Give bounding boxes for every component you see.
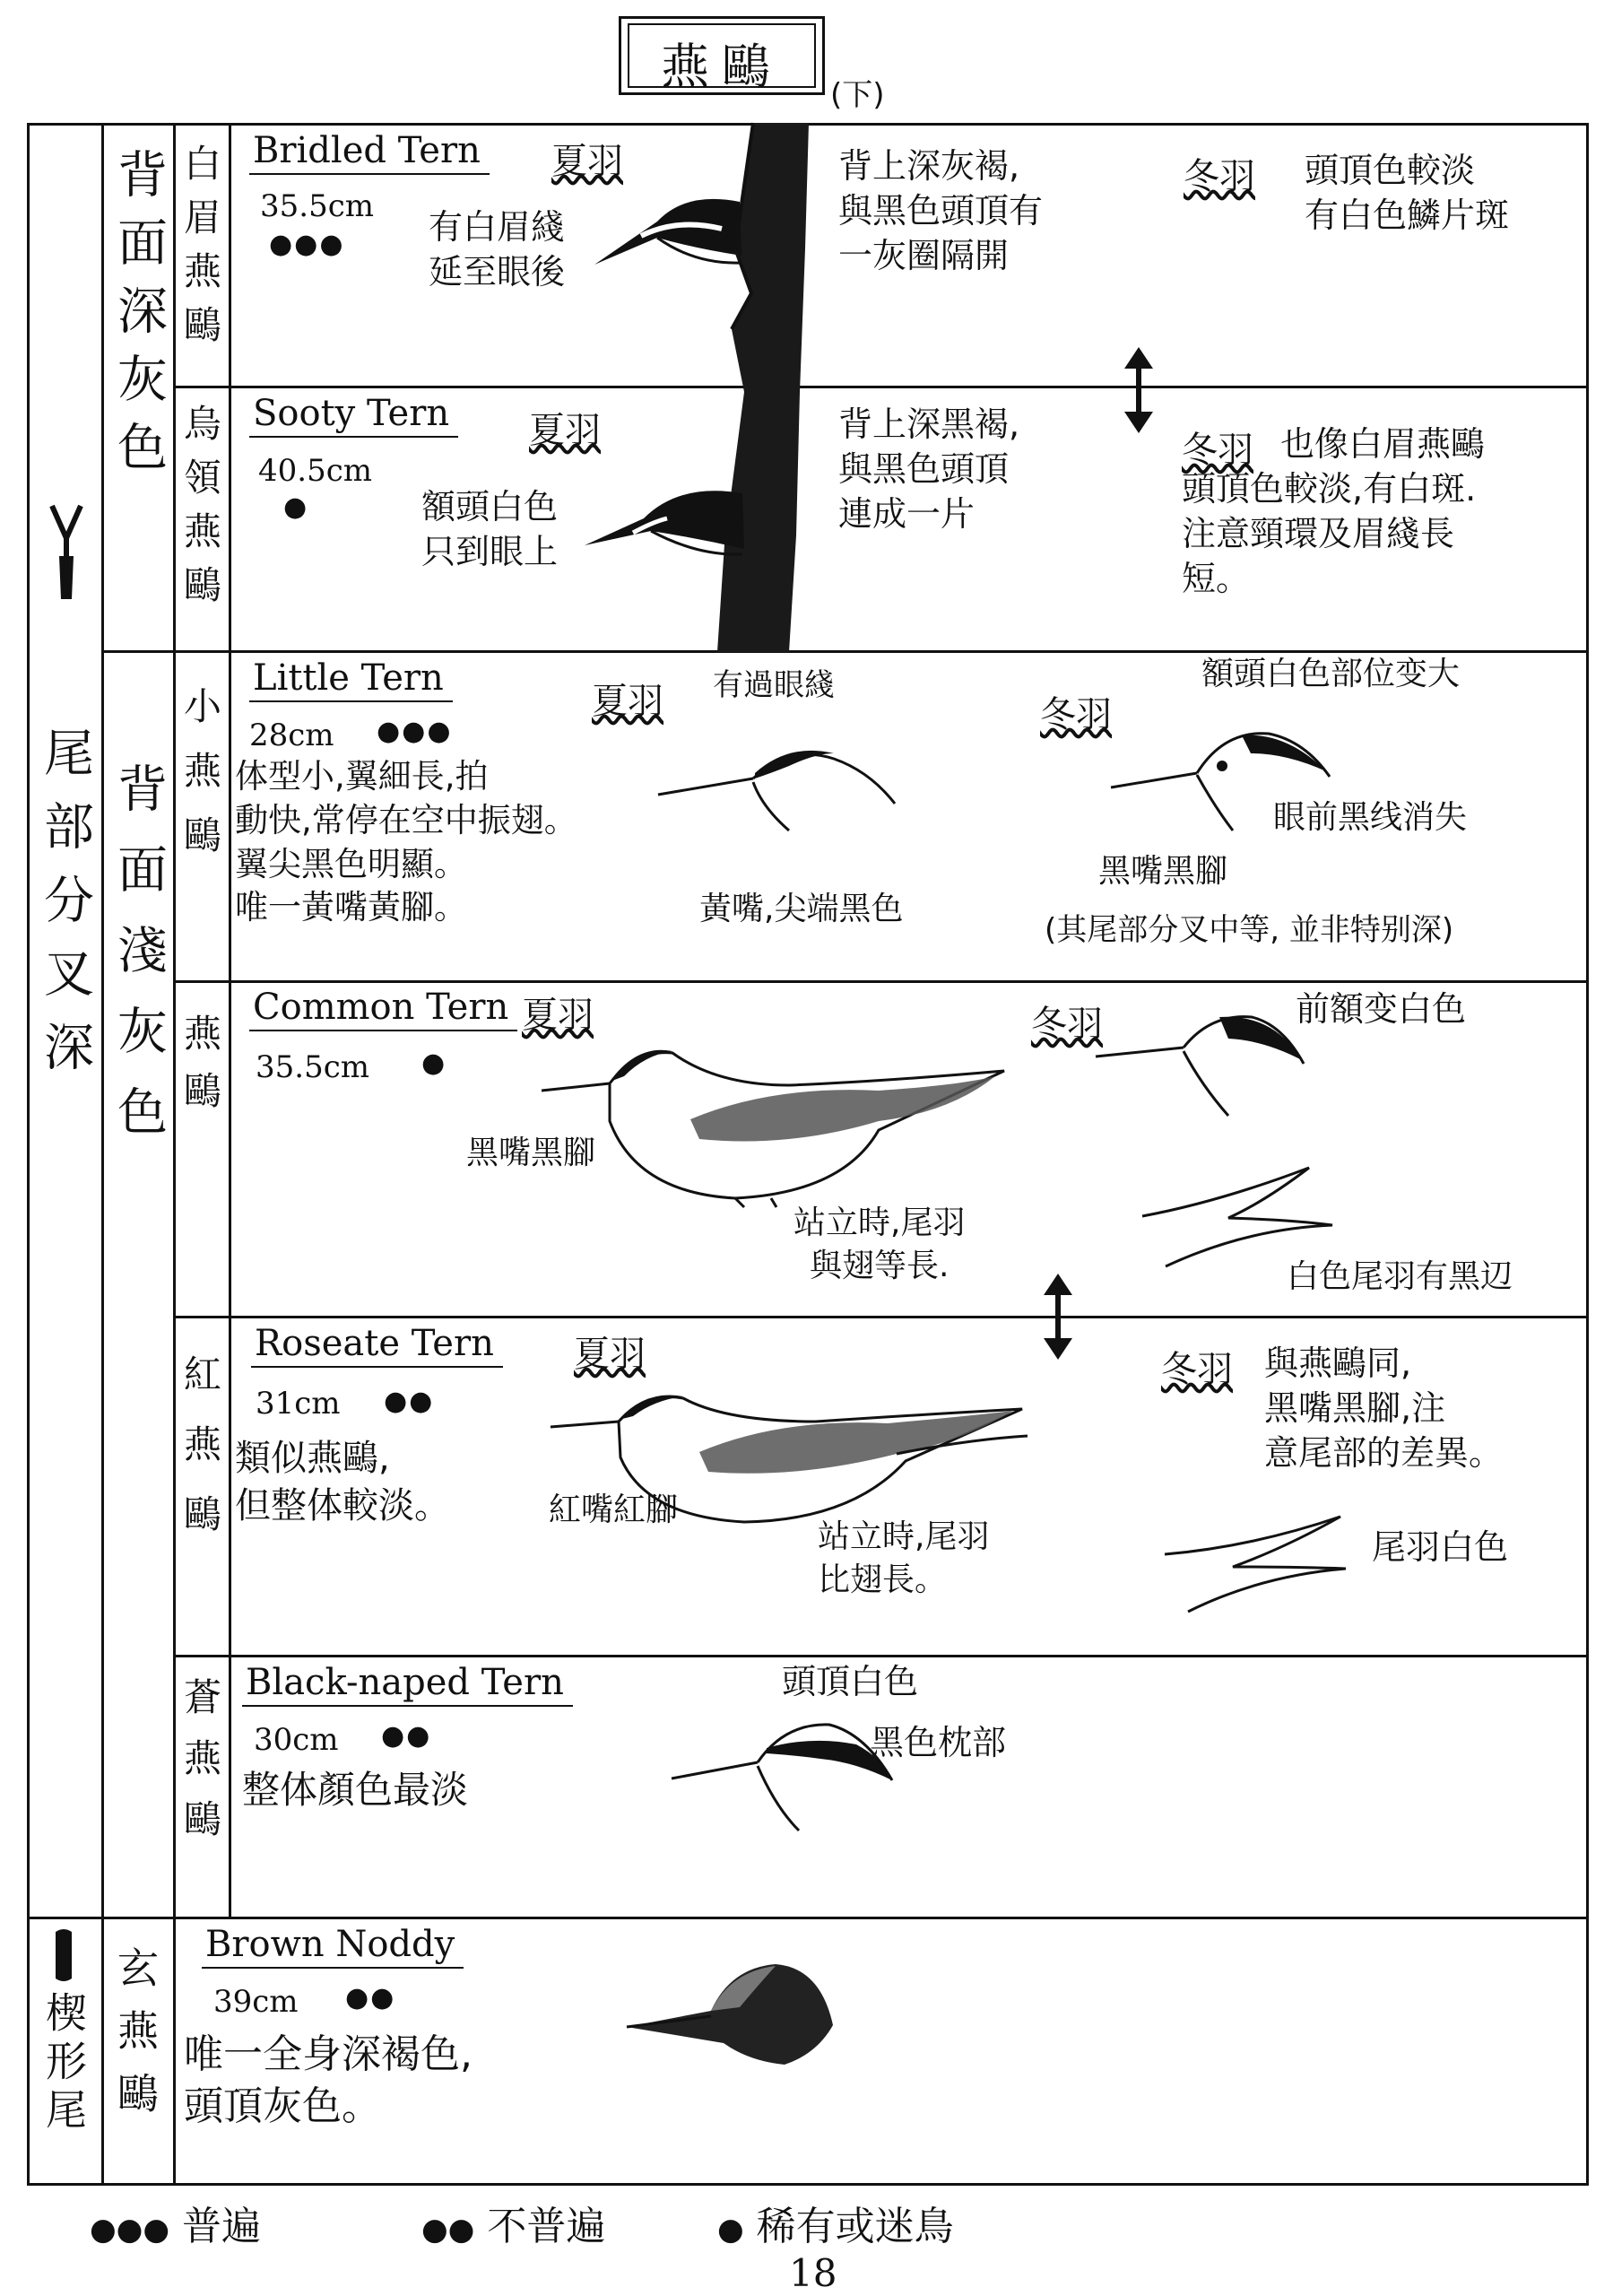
bird-head-common-winter (1094, 1004, 1309, 1121)
page-number: 18 (789, 2251, 837, 2295)
legend-label-rare: 稀有或迷鳥 (756, 2204, 954, 2249)
tail-roseate (1161, 1511, 1349, 1619)
annotation-black-naped-crown: 頭頂白色 (782, 1662, 919, 1701)
species-cn-bridled: 白眉燕鷗 (178, 144, 222, 359)
species-cn-brown-noddy: 玄燕鷗 (111, 1946, 160, 2135)
col-line-2 (173, 123, 176, 2186)
species-cn-black-naped: 蒼燕鷗 (178, 1677, 222, 1860)
row-line-1 (173, 386, 1589, 388)
species-en-black-naped: Black-naped Tern (242, 1662, 573, 1707)
winter-label-little: 冬羽 (1040, 694, 1112, 735)
bird-head-little-summer (655, 726, 906, 834)
winter-label-bridled: 冬羽 (1184, 156, 1255, 197)
group-dark-back: 背面深灰色 (109, 148, 168, 489)
compare-arrow-2 (1038, 1272, 1078, 1361)
annotation-sooty-back: 背上深黑褐, 與黑色頭頂 連成一片 (838, 404, 1020, 535)
species-dots-little: ●●● (377, 716, 453, 747)
annotation-little-lores: 眼前黑线消失 (1273, 799, 1468, 836)
summer-label-common: 夏羽 (522, 995, 594, 1036)
annotation-roseate-bill: 紅嘴紅腳 (549, 1492, 679, 1528)
legend-label-common: 普遍 (182, 2204, 262, 2249)
species-size-black-naped: 30cm (254, 1722, 339, 1758)
annotation-little-winter-bill: 黑嘴黑腳 (1098, 853, 1228, 890)
bird-head-bridled (587, 166, 749, 274)
winter-label-roseate: 冬羽 (1161, 1349, 1233, 1390)
species-size-common: 35.5cm (256, 1049, 369, 1085)
bird-head-brown-noddy (623, 1953, 838, 2079)
annotation-sooty-forehead: 額頭白色 只到眼上 (421, 487, 559, 572)
row-line-4 (173, 1316, 1589, 1318)
fork-tail-icon (47, 502, 86, 601)
winter-note-roseate: 與燕鷗同, 黑嘴黑腳,注 意尾部的差異。 (1264, 1344, 1504, 1474)
species-size-sooty: 40.5cm (258, 453, 372, 489)
species-size-little: 28cm (249, 718, 334, 753)
species-dots-brown-noddy: ●● (345, 1982, 396, 2013)
legend-uncommon (421, 2194, 605, 2251)
col-line-1 (101, 123, 104, 2186)
annotation-bridled-back: 背上深灰褐, 與黑色頭頂有 一灰圈隔開 (838, 146, 1044, 276)
annotation-common-tail-edge: 白色尾羽有黑辺 (1287, 1258, 1513, 1295)
species-en-roseate: Roseate Tern (251, 1323, 503, 1368)
legend-common (90, 2194, 261, 2251)
species-size-brown-noddy: 39cm (213, 1984, 299, 2020)
annotation-common-bill: 黑嘴黑腳 (466, 1135, 596, 1171)
species-cn-sooty: 烏領燕鷗 (178, 404, 222, 619)
annotation-little-forehead: 額頭白色部位变大 (1201, 656, 1461, 692)
species-dots-black-naped: ●● (381, 1720, 432, 1752)
wedge-tail-icon (52, 1928, 75, 1982)
species-en-common: Common Tern (249, 987, 517, 1031)
winter-note-bridled: 頭頂色較淡 有白色鱗片斑 (1305, 151, 1510, 236)
species-desc-little: 体型小,翼細長,拍 動快,常停在空中振翅。 翼尖黑色明顯。 唯一黃嘴黃腳。 (235, 757, 577, 927)
species-desc-roseate: 類似燕鷗, 但整体較淡。 (235, 1438, 450, 1526)
annotation-roseate-tail: 站立時,尾羽 比翅長。 (818, 1518, 990, 1598)
summer-label-sooty: 夏羽 (529, 410, 601, 451)
col-line-3 (229, 123, 231, 1917)
row-line-5 (173, 1655, 1589, 1657)
bird-head-black-naped (668, 1709, 901, 1834)
bird-common-standing (538, 1031, 1013, 1211)
annotation-little-tail: (其尾部分叉中等, 並非特别深) (1045, 912, 1454, 948)
page-title: 燕鷗 (661, 39, 783, 95)
annotation-bridled-eyebrow: 有白眉綫 延至眼後 (429, 207, 566, 292)
annotation-black-naped-nape: 黑色枕部 (870, 1723, 1007, 1762)
annotation-roseate-tail-white: 尾羽白色 (1372, 1527, 1509, 1567)
compare-arrow-1 (1119, 345, 1158, 435)
species-size-bridled: 35.5cm (260, 188, 374, 224)
summer-label-bridled: 夏羽 (551, 141, 623, 182)
legend-dots-rare: ● (717, 2212, 744, 2248)
legend-label-uncommon: 不普遍 (487, 2204, 606, 2249)
legend-dots-uncommon: ●● (421, 2212, 475, 2248)
winter-label-common: 冬羽 (1031, 1004, 1103, 1045)
winter-label-sooty: 冬羽 (1182, 430, 1253, 471)
row-line-3 (173, 980, 1589, 983)
species-en-brown-noddy: Brown Noddy (202, 1924, 464, 1969)
species-dots-bridled: ●●● (269, 229, 345, 260)
legend-rare (717, 2194, 954, 2251)
legend-dots-common: ●●● (90, 2212, 170, 2248)
species-dots-roseate: ●● (384, 1386, 435, 1417)
species-en-bridled: Bridled Tern (249, 130, 490, 175)
species-desc-black-naped: 整体顏色最淡 (242, 1768, 469, 1812)
summer-label-little: 夏羽 (592, 681, 663, 722)
species-en-sooty: Sooty Tern (249, 393, 458, 438)
wedge-tail-label: 楔形尾 (39, 1991, 88, 2136)
annotation-common-forehead: 前額变白色 (1296, 989, 1467, 1029)
species-size-roseate: 31cm (256, 1386, 341, 1422)
species-dots-common: ● (421, 1048, 447, 1079)
species-dots-sooty: ● (283, 491, 309, 523)
species-cn-roseate: 紅燕鷗 (178, 1354, 222, 1564)
species-cn-common: 燕鷗 (178, 1013, 222, 1128)
page-title-suffix: (下) (830, 77, 885, 113)
summer-label-roseate: 夏羽 (574, 1334, 646, 1375)
winter-note-sooty: 也像白眉燕鷗 頭頂色較淡,有白斑. 注意頸環及眉綫長 短。 (1182, 424, 1486, 599)
species-desc-brown-noddy: 唯一全身深褐色, 頭頂灰色。 (184, 2031, 473, 2130)
group-light-back: 背面淺灰色 (109, 762, 168, 1166)
bird-head-sooty (581, 466, 751, 565)
annotation-little-eyeline: 有過眼綫 (713, 667, 835, 703)
annotation-common-tail: 站立時,尾羽 與翅等長. (793, 1205, 966, 1284)
species-en-little: Little Tern (249, 657, 453, 702)
fork-tail-label: 尾部分叉深 (36, 726, 94, 1094)
species-cn-little: 小燕鷗 (178, 686, 222, 880)
annotation-little-bill: 黃嘴,尖端黑色 (699, 891, 904, 927)
row-line-6 (27, 1917, 1589, 1919)
